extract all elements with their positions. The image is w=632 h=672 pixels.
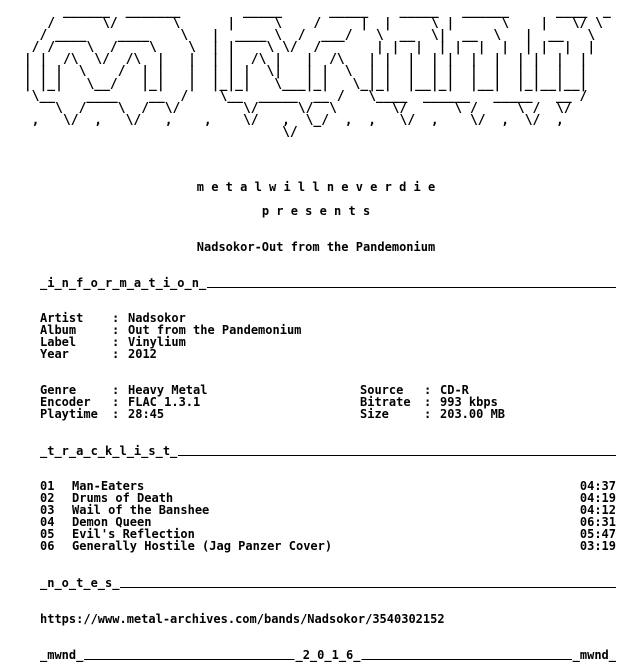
- tech-row-source: Source : CD-R: [360, 383, 469, 397]
- track-duration: 04:19: [579, 491, 616, 505]
- track-duration: 04:12: [579, 503, 616, 517]
- tech-value: 993 kbps: [440, 395, 498, 409]
- track-number: 03: [40, 503, 55, 517]
- release-title: Nadsokor-Out from the Pandemonium: [196, 240, 436, 254]
- tech-key: Bitrate: [360, 395, 411, 409]
- track-number: 04: [40, 515, 55, 529]
- info-block: [40, 312, 301, 360]
- notes-url: https://www.metal-archives.com/bands/Nadsokor/3540302152: [40, 612, 445, 626]
- footer-right: _mwnd_: [572, 648, 616, 662]
- tech-row-bitrate: Bitrate : 993 kbps: [360, 395, 498, 409]
- info-value: 2012: [128, 347, 157, 361]
- track-title: Drums of Death: [72, 491, 174, 505]
- info-value: Nadsokor: [128, 311, 186, 325]
- info-key: Album: [40, 323, 77, 337]
- tech-row-encoder: Encoder : FLAC 1.3.1: [40, 395, 201, 409]
- footer-left: _mwnd_: [40, 648, 84, 662]
- section-notes-label: _n_o_t_e_s_: [40, 576, 120, 590]
- tech-key: Genre: [40, 383, 77, 397]
- info-value: Out from the Pandemonium: [128, 323, 302, 337]
- track-duration: 03:19: [579, 539, 616, 553]
- info-row-year: Year : 2012: [40, 347, 157, 361]
- info-value: Vinylium: [128, 335, 186, 349]
- tech-key: Playtime: [40, 407, 98, 421]
- track-title: Evil's Reflection: [72, 527, 195, 541]
- track-title: Man-Eaters: [72, 479, 145, 493]
- tech-value: Heavy Metal: [128, 383, 208, 397]
- track-number: 05: [40, 527, 55, 541]
- section-notes-header: [40, 576, 616, 590]
- track-duration: 06:31: [579, 515, 616, 529]
- ascii-logo: ______ _______ _____ _____ _____ ______ ____ _ / \/ \ | \ / | | \ | \ | \/ \ / ____ ____ \ | ____ \ / ___/ \ __ \| __ \ | __ \ / / \ / \ \ | | \ \/ / | | | | | | | | | | | | | /\ \/ /\ | | | | /\ | | /\ | | | | | | | | | | | | | | \ / | | | | | | \| | | \ | | | | | | | | | | | | |_| \__/ |_| | |_|_| \___|_| \_|_| |__|_| |__| |_|__|__| \__ ____ __ / \__ _____ __ / \____ ______ _____ __ / \ / \ / \/ \/ \/ \ \/ \ / \ / \/ , \/ , \/ , , \/ , \_/ , , \/ , \/ , \/ , \/: [23, 4, 611, 140]
- info-row-label: Label : Vinylium: [40, 335, 186, 349]
- tech-value: CD-R: [440, 383, 469, 397]
- tech-value: FLAC 1.3.1: [128, 395, 201, 409]
- track-title: Wail of the Banshee: [72, 503, 210, 517]
- tech-block-left: [40, 384, 207, 420]
- tech-value: 203.00 MB: [440, 407, 506, 421]
- tech-key: Encoder: [40, 395, 91, 409]
- info-row-artist: Artist : Nadsokor: [40, 311, 186, 325]
- info-row-album: Album : Out from the Pandemonium: [40, 323, 302, 337]
- info-key: Label: [40, 335, 77, 349]
- tech-value: 28:45: [128, 407, 165, 421]
- section-tracklist-header: [40, 444, 616, 458]
- footer: [40, 648, 616, 662]
- section-tracklist-label: _t_r_a_c_k_l_i_s_t_: [40, 444, 178, 458]
- tech-block-right: [360, 384, 505, 420]
- tech-row-size: Size : 203.00 MB: [360, 407, 506, 421]
- tech-key: Size: [360, 407, 389, 421]
- tech-row-genre: Genre : Heavy Metal: [40, 383, 208, 397]
- track-title: Demon Queen: [72, 515, 152, 529]
- tech-row-playtime: Playtime : 28:45: [40, 407, 165, 421]
- track-row: [40, 540, 616, 552]
- track-number: 06: [40, 539, 55, 553]
- track-duration: 04:37: [579, 479, 616, 493]
- info-key: Year: [40, 347, 69, 361]
- info-key: Artist: [40, 311, 84, 325]
- track-number: 01: [40, 479, 55, 493]
- footer-middle: _2_0_1_6_: [295, 648, 361, 662]
- section-information-label: _i_n_f_o_r_m_a_t_i_o_n_: [40, 276, 207, 290]
- section-information-header: [40, 276, 616, 290]
- track-number: 02: [40, 491, 55, 505]
- presents-text: p r e s e n t s: [261, 204, 371, 218]
- track-title: Generally Hostile (Jag Panzer Cover): [72, 539, 333, 553]
- tech-key: Source: [360, 383, 404, 397]
- tracklist: [40, 480, 616, 552]
- section-divider: [40, 587, 616, 588]
- track-duration: 05:47: [579, 527, 616, 541]
- tagline: m e t a l w i l l n e v e r d i e: [196, 180, 436, 194]
